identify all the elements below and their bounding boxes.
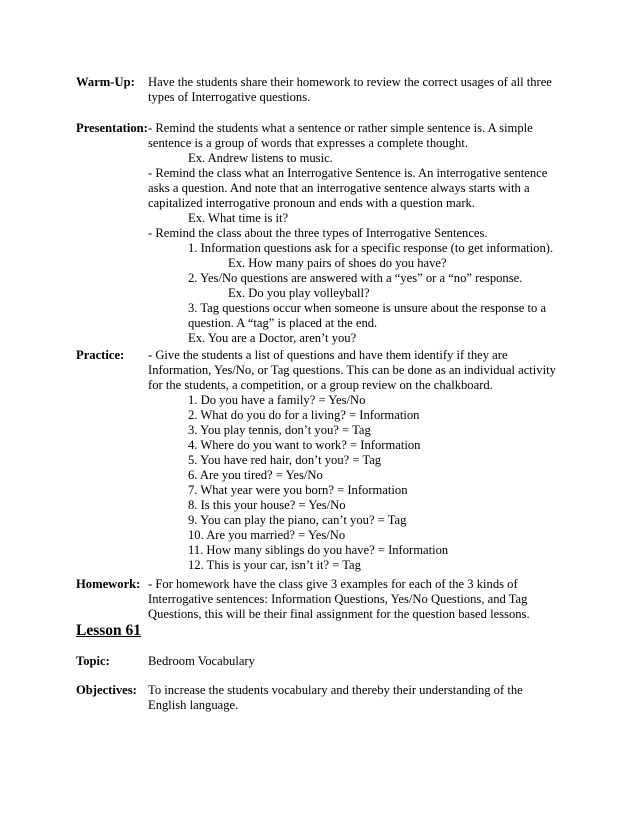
practice-line: Information, Yes/No, or Tag questions. This can be done as an individual activity [148, 363, 556, 377]
practice-question: 5. You have red hair, don’t you? = Tag [188, 453, 382, 467]
numbered-item-continuation: question. A “tag” is placed at the end. [188, 316, 378, 330]
lesson-heading: Lesson 61 [76, 622, 142, 639]
warmup-line: Have the students share their homework to review the correct usages of all three [148, 75, 552, 89]
practice-question: 7. What year were you born? = Information [188, 483, 408, 497]
practice-question: 3. You play tennis, don’t you? = Tag [188, 423, 371, 437]
homework-line: Interrogative sentences: Information Questions, Yes/No Questions, and Tag [148, 592, 528, 606]
presentation-line: capitalized interrogative pronoun and ends with a question mark. [148, 196, 475, 210]
warmup-label: Warm-Up: [76, 75, 135, 89]
homework-label: Homework: [76, 577, 141, 591]
objectives-line: To increase the students vocabulary and thereby their understanding of the [148, 683, 523, 697]
topic-body [148, 654, 568, 669]
warmup-line: types of Interrogative questions. [148, 90, 311, 104]
practice-body [148, 348, 568, 573]
example-line: Ex. Do you play volleyball? [228, 286, 370, 300]
presentation-body [148, 121, 568, 346]
practice-question: 10. Are you married? = Yes/No [188, 528, 346, 542]
objectives-line: English language. [148, 698, 239, 712]
topic-label: Topic: [76, 654, 110, 668]
homework-body [148, 577, 568, 622]
practice-question: 12. This is your car, isn’t it? = Tag [188, 558, 361, 572]
presentation-line: - Remind the students what a sentence or rather simple sentence is. A simple [148, 121, 533, 135]
example-line: Ex. What time is it? [188, 211, 289, 225]
warmup-body [148, 75, 568, 105]
example-line: Ex. Andrew listens to music. [188, 151, 333, 165]
practice-question: 6. Are you tired? = Yes/No [188, 468, 323, 482]
topic-line: Bedroom Vocabulary [148, 654, 255, 668]
presentation-label: Presentation: [76, 121, 148, 135]
practice-question: 2. What do you do for a living? = Information [188, 408, 420, 422]
objectives-label: Objectives: [76, 683, 137, 697]
presentation-line: sentence is a group of words that expresses a complete thought. [148, 136, 469, 150]
practice-line: for the students, a competition, or a group review on the chalkboard. [148, 378, 493, 392]
practice-question: 9. You can play the piano, can’t you? = Tag [188, 513, 407, 527]
presentation-line: - Remind the class what an Interrogative Sentence is. An interrogative sentence [148, 166, 548, 180]
homework-line: - For homework have the class give 3 examples for each of the 3 kinds of [148, 577, 518, 591]
practice-question: 1. Do you have a family? = Yes/No [188, 393, 366, 407]
numbered-item: 2. Yes/No questions are answered with a “yes” or a “no” response. [188, 271, 523, 285]
numbered-item: 1. Information questions ask for a specific response (to get information). [188, 241, 554, 255]
example-line: Ex. How many pairs of shoes do you have? [228, 256, 447, 270]
practice-question: 8. Is this your house? = Yes/No [188, 498, 346, 512]
practice-question: 11. How many siblings do you have? = Information [188, 543, 449, 557]
presentation-line: - Remind the class about the three types of Interrogative Sentences. [148, 226, 488, 240]
practice-line: - Give the students a list of questions and have them identify if they are [148, 348, 508, 362]
example-line: Ex. You are a Doctor, aren’t you? [188, 331, 357, 345]
numbered-item: 3. Tag questions occur when someone is unsure about the response to a [188, 301, 547, 315]
practice-label: Practice: [76, 348, 125, 362]
objectives-body [148, 683, 568, 713]
presentation-line: asks a question. And note that an interrogative sentence always starts with a [148, 181, 530, 195]
practice-question: 4. Where do you want to work? = Information [188, 438, 421, 452]
homework-line: Questions, this will be their final assignment for the question based lessons. [148, 607, 530, 621]
